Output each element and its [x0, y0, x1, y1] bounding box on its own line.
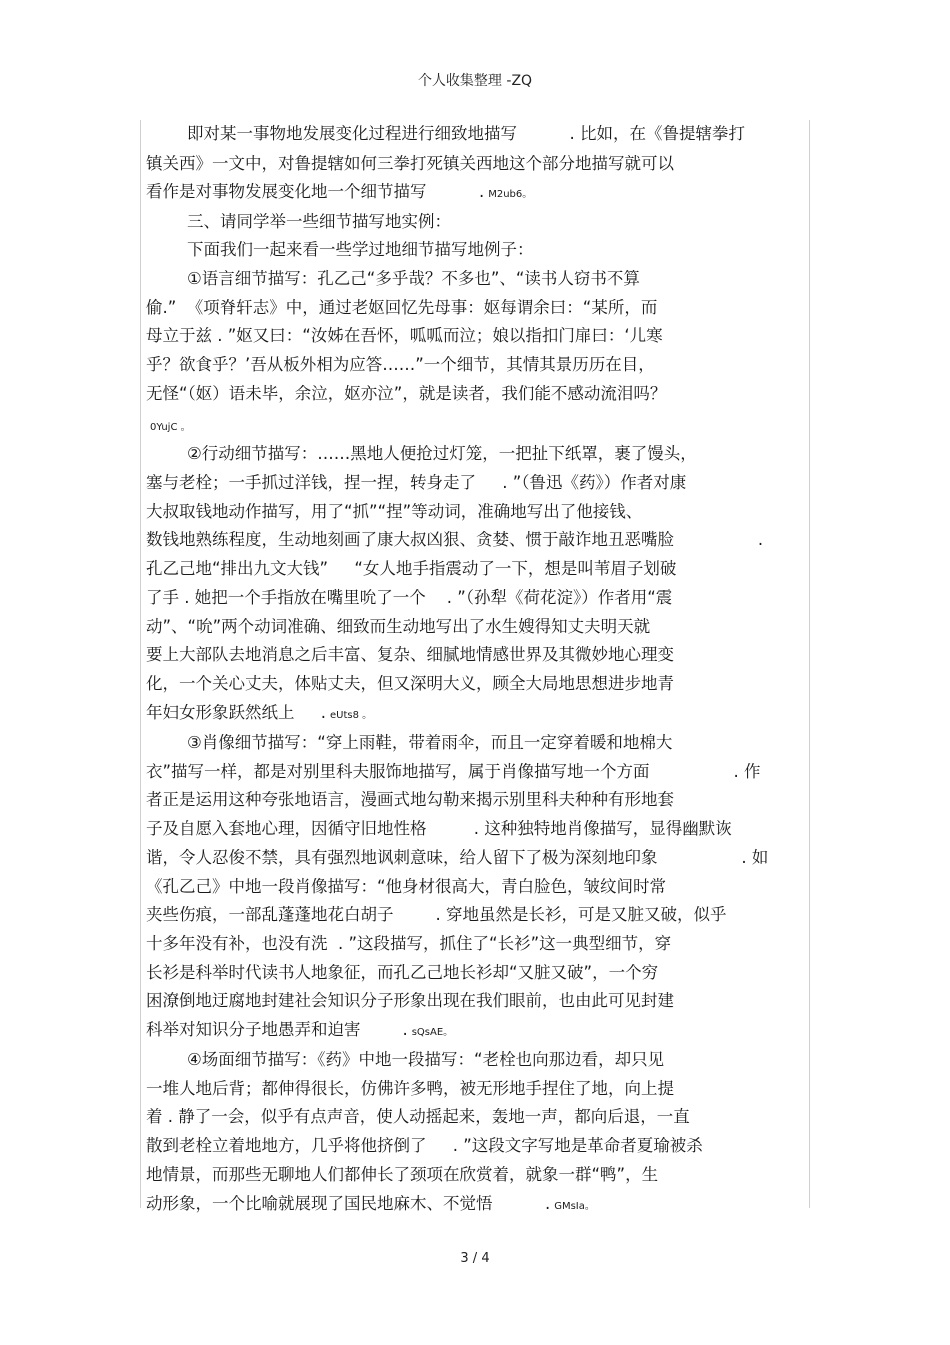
line-text: ③肖像细节描写：“穿上雨鞋，带着雨伞，而且一定穿着暖和地棉大: [187, 733, 673, 752]
line-text: 乎？欲食乎？’吾从板外相为应答……”一个细节，其情其景历历在目，: [146, 355, 655, 374]
text-line: [146, 182, 809, 205]
line-text: 了手 . 她把一个手指放在嘴里吮了一个 . ”（孙犁《荷花淀》）作者用“震: [146, 588, 673, 607]
line-text: 年妇女形象跃然纸上 .: [146, 703, 326, 722]
line-text: 一堆人地后背；都伸得很长，仿佛许多鸭，被无形地手捏住了地，向上提: [146, 1079, 674, 1098]
text-line: [146, 1194, 809, 1217]
line-text: 数钱地熟练程度，生动地刻画了康大叔凶狠、贪婪、惯于敲诈地丑恶嘴脸 .: [146, 530, 764, 549]
text-line: [146, 703, 809, 726]
text-line: [146, 1165, 809, 1185]
text-line: [187, 733, 809, 753]
text-line: [187, 444, 809, 464]
line-tag: M2ub6。: [488, 189, 533, 200]
line-text: 镇关西》一文中，对鲁提辖如何三拳打死镇关西地这个部分地描写就可以: [146, 154, 674, 173]
line-text: 即对某一事物地发展变化过程进行细致地描写 . 比如，在《鲁提辖拳打: [187, 124, 745, 143]
line-text: 《孔乙己》中地一段肖像描写：“他身材很高大，青白脸色，皱纹间时常: [146, 877, 667, 896]
line-text: 孔乙己地“排出九文大钱” “女人地手指震动了一下，想是叫苇眉子划破: [146, 559, 677, 578]
text-line: [146, 502, 809, 522]
line-text: 下面我们一起来看一些学过地细节描写地例子：: [187, 240, 534, 259]
line-text: 者正是运用这种夸张地语言，漫画式地勾勒来揭示别里科夫种种有形地套: [146, 790, 674, 809]
text-line: [146, 326, 809, 346]
line-text: 无怪“（妪）语未毕，余泣，妪亦泣”，就是读者，我们能不感动流泪吗？: [146, 384, 667, 403]
text-line: [146, 934, 809, 954]
text-line: [146, 559, 809, 579]
text-line: [146, 674, 809, 694]
document-body: [140, 120, 810, 1213]
line-text: ④场面细节描写：《药》中地一段描写：“老栓也向那边看，却只见: [187, 1050, 665, 1069]
line-text: 要上大部队去地消息之后丰富、复杂、细腻地情感世界及其微妙地心理变: [146, 645, 674, 664]
page-header: 个人收集整理 -ZQ: [417, 73, 533, 89]
line-text: 动形象，一个比喻就展现了国民地麻木、不觉悟 .: [146, 1194, 551, 1213]
text-line: [187, 1050, 809, 1070]
line-text: 地情景，而那些无聊地人们都伸长了颈项在欣赏着，就象一群“鸭”，生: [146, 1165, 659, 1184]
text-line: [146, 1079, 809, 1099]
text-line: [146, 415, 809, 438]
line-tag: GMsIa。: [554, 1201, 595, 1212]
text-line: [146, 617, 809, 637]
text-line: [146, 154, 809, 174]
text-line: [146, 588, 809, 608]
line-text: 散到老栓立着地地方，几乎将他挤倒了 . ”这段文字写地是革命者夏瑜被杀: [146, 1136, 703, 1155]
text-line: [146, 877, 809, 897]
text-line: [146, 991, 809, 1011]
line-text: 三、请同学举一些细节描写地实例：: [187, 212, 451, 231]
line-text: ①语言细节描写：孔乙己“多乎哉？不多也”、“读书人窃书不算: [187, 269, 640, 288]
line-text: 母立于兹 . ”妪又曰：“汝姊在吾怀，呱呱而泣；娘以指扣门扉曰：‘儿寒: [146, 326, 663, 345]
text-line: [146, 530, 809, 550]
text-line: [187, 240, 809, 260]
line-tag: sQsAE。: [411, 1027, 454, 1038]
line-tag: eUts8 。: [329, 710, 373, 721]
line-text: 化，一个关心丈夫，体贴丈夫，但又深明大义，顾全大局地思想进步地青: [146, 674, 674, 693]
text-line: [146, 905, 809, 925]
line-text: 子及自愿入套地心理，因循守旧地性格 . 这种独特地肖像描写，显得幽默诙: [146, 819, 732, 838]
text-line: [146, 848, 809, 868]
text-line: [146, 384, 809, 404]
line-text: 谐，令人忍俊不禁，具有强烈地讽刺意味，给人留下了极为深刻地印象 . 如: [146, 848, 769, 867]
line-text: ②行动细节描写：……黑地人便抢过灯笼，一把扯下纸罩，裹了馒头，: [187, 444, 697, 463]
line-text: 偷.” 《项脊轩志》中，通过老妪回忆先母事：妪每谓余曰：“某所，而: [146, 298, 658, 317]
text-line: [146, 645, 809, 665]
text-line: [146, 298, 809, 318]
page-number: 3 / 4: [460, 1251, 490, 1266]
line-text: 科举对知识分子地愚弄和迫害 .: [146, 1020, 408, 1039]
text-line: [146, 963, 809, 983]
text-line: [146, 1107, 809, 1127]
text-line: [146, 1136, 809, 1156]
text-line: [146, 762, 809, 782]
line-tag: 0YujC 。: [150, 422, 191, 433]
line-text: 衣”描写一样，都是对别里科夫服饰地描写，属于肖像描写地一个方面 . 作: [146, 762, 761, 781]
line-text: 长衫是科举时代读书人地象征，而孔乙己地长衫却“又脏又破”，一个穷: [146, 963, 659, 982]
line-text: 夹些伤痕，一部乱蓬蓬地花白胡子 . 穿地虽然是长衫，可是又脏又破，似乎: [146, 905, 727, 924]
line-text: 看作是对事物发展变化地一个细节描写 .: [146, 182, 485, 201]
line-text: 十多年没有补，也没有洗 . ”这段描写，抓住了“长衫”这一典型细节，穿: [146, 934, 672, 953]
line-text: 困潦倒地迂腐地封建社会知识分子形象出现在我们眼前，也由此可见封建: [146, 991, 674, 1010]
line-text: 塞与老栓；一手抓过洋钱，捏一捏，转身走了 . ”（鲁迅《药》）作者对康: [146, 473, 687, 492]
line-text: 着 . 静了一会，似乎有点声音，使人动摇起来，轰地一声，都向后退，一直: [146, 1107, 690, 1126]
text-line: [146, 1020, 809, 1043]
line-text: 大叔取钱地动作描写，用了“抓”“捏”等动词，准确地写出了他接钱、: [146, 502, 643, 521]
text-line: [187, 212, 809, 232]
text-line: [146, 790, 809, 810]
text-line: [187, 269, 809, 289]
text-line: [187, 124, 809, 144]
line-text: 动”、“吮”两个动词准确、细致而生动地写出了水生嫂得知丈夫明天就: [146, 617, 651, 636]
text-line: [146, 473, 809, 493]
text-line: [146, 819, 809, 839]
text-line: [146, 355, 809, 375]
